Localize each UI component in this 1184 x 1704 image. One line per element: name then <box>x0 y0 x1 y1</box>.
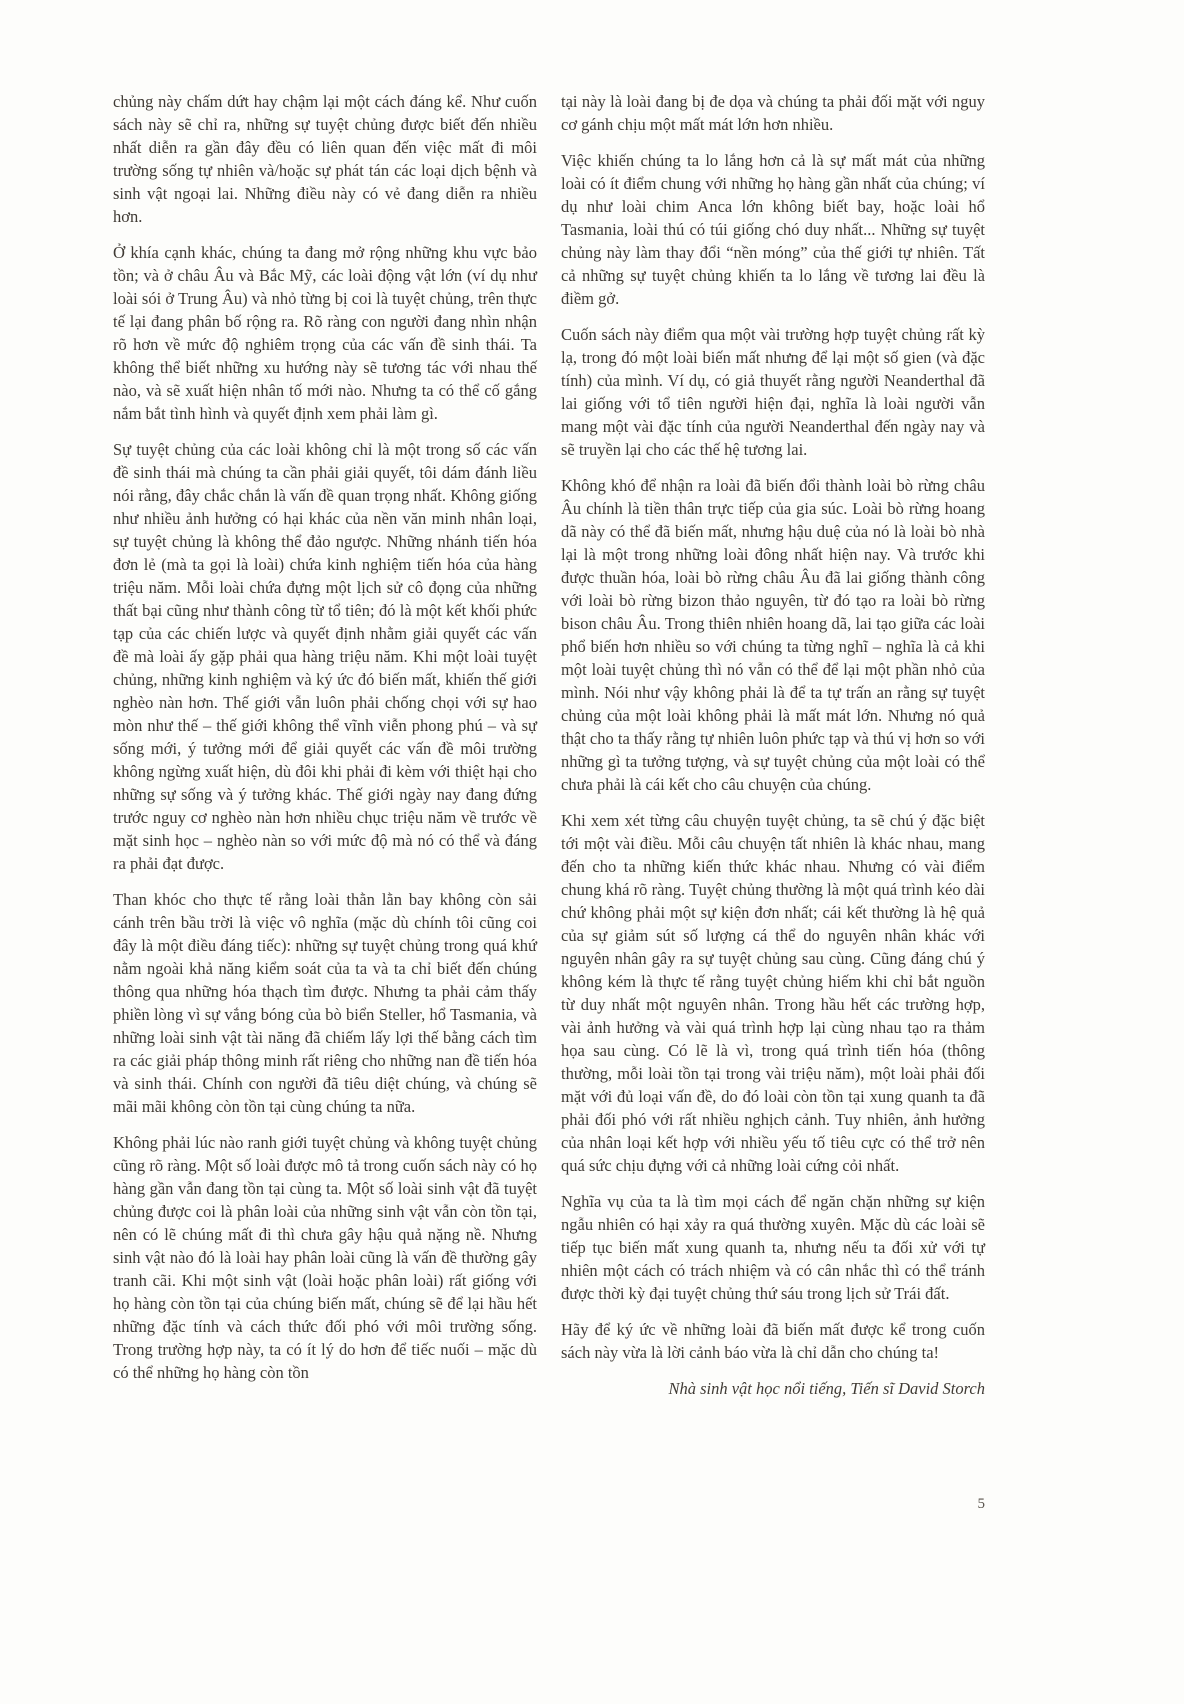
paragraph: Ở khía cạnh khác, chúng ta đang mở rộng những khu vực bảo tồn; và ở châu Âu và Bắc Mỹ, các loài động vật lớn (ví dụ như loài sói ở Trung Âu) và nhỏ từng bị coi là tuyệt chủng, trên thực tế lại đang phân bố rộng ra. Rõ ràng con người đang nhìn nhận rõ hơn về mức độ nghiêm trọng của các vấn đề sinh thái. Ta không thể biết những xu hướng này sẽ tương tác với nhau thế nào, và sẽ xuất hiện nhân tố mới nào. Nhưng ta có thể cố gắng nắm bắt tình hình và quyết định xem phải làm gì. <box>113 243 537 423</box>
paragraph: Khi xem xét từng câu chuyện tuyệt chủng, ta sẽ chú ý đặc biệt tới một vài điều. Mỗi câu chuyện tất nhiên là khác nhau, mang đến cho ta những kiến thức khác nhau. Nhưng có vài điểm chung khá rõ ràng. Tuyệt chủng thường là một quá trình kéo dài chứ không phải một sự kiện đơn nhất; cái kết thường là hệ quả của sự giảm sút số lượng cá thể do nguyên nhân khác với nguyên nhân gây ra sự tuyệt chủng sau cùng. Cũng đáng chú ý không kém là thực tế rằng tuyệt chủng hiếm khi chỉ bắt nguồn từ duy nhất một nguyên nhân. Trong hầu hết các trường hợp, vài ảnh hưởng và vài quá trình hợp lại cùng nhau tạo ra thảm họa sau cùng. Có lẽ là vì, trong quá trình tiến hóa (thông thường, mỗi loài tồn tại trong vài triệu năm), một loài phải đối mặt với đủ loại vấn đề, do đó loài còn tồn tại xung quanh ta đã phải đối phó với rất nhiều nghịch cảnh. Tuy nhiên, ảnh hưởng của nhân loại kết hợp với nhiều yếu tố tiêu cực có thể trở nên quá sức chịu đựng với cả những loài cứng cỏi nhất. <box>561 811 985 1175</box>
right-column <box>561 90 985 1413</box>
paragraph: tại này là loài đang bị đe dọa và chúng ta phải đối mặt với nguy cơ gánh chịu một mất mát lớn hơn nhiều. <box>561 92 985 134</box>
paragraph: Việc khiến chúng ta lo lắng hơn cả là sự mất mát của những loài có ít điểm chung với những họ hàng gần nhất của chúng; ví dụ như loài chim Anca lớn không biết bay, hoặc loài hổ Tasmania, loài thú có túi giống chó duy nhất... Những sự tuyệt chủng này làm thay đổi “nền móng” của thế giới tự nhiên. Tất cả những sự tuyệt chủng khiến ta lo lắng về tương lai đều là điềm gở. <box>561 151 985 308</box>
page-number: 5 <box>977 1496 985 1512</box>
paragraph: Than khóc cho thực tế rằng loài thằn lằn bay không còn sải cánh trên bầu trời là việc vô nghĩa (mặc dù chính tôi cũng coi đây là một điều đáng tiếc): những sự tuyệt chủng trong quá khứ nằm ngoài khả năng kiểm soát của ta và ta chỉ biết đến chúng thông qua những hóa thạch tìm được. Nhưng ta phải cảm thấy phiền lòng vì sự vắng bóng của bò biển Steller, hổ Tasmania, và những loài sinh vật tài năng đã chiếm lấy lợi thế bằng cách tìm ra các giải pháp thông minh rất riêng cho những nan đề tiến hóa và sinh thái. Chính con người đã tiêu diệt chúng, và chúng sẽ mãi mãi không còn tồn tại cùng chúng ta nữa. <box>113 890 537 1116</box>
paragraph: Nghĩa vụ của ta là tìm mọi cách để ngăn chặn những sự kiện ngẫu nhiên có hại xảy ra quá thường xuyên. Mặc dù các loài sẽ tiếp tục biến mất xung quanh ta, nhưng nếu ta đối xử với tự nhiên một cách có trách nhiệm và có cân nhắc thì có thể tránh được thời kỳ đại tuyệt chủng thứ sáu trong lịch sử Trái đất. <box>561 1192 985 1303</box>
paragraph: Sự tuyệt chủng của các loài không chỉ là một trong số các vấn đề sinh thái mà chúng ta cần phải giải quyết, tôi dám đánh liều nói rằng, đây chắc chắn là vấn đề quan trọng nhất. Không giống như nhiều ảnh hưởng có hại khác của nền văn minh nhân loại, sự tuyệt chủng là không thể đảo ngược. Những nhánh tiến hóa đơn lẻ (mà ta gọi là loài) chứa kinh nghiệm tiến hóa của hàng triệu năm. Mỗi loài chứa đựng một lịch sử cô đọng của những thất bại cũng như thành công từ tổ tiên; đó là một kết khối phức tạp của các chiến lược và quyết định nhằm giải quyết các vấn đề mà loài ấy gặp phải qua hàng triệu năm. Khi một loài tuyệt chủng, những kinh nghiệm và ký ức đó biến mất, khiến thế giới nghèo nàn hơn. Thế giới vẫn luôn phải chống chọi với sự hao mòn như thế – thế giới không thể vĩnh viễn phong phú – và sự sống mới, ý tưởng mới để giải quyết các vấn đề môi trường không ngừng xuất hiện, dù đôi khi phải đi kèm với thiệt hại cho những sự sống và ý tưởng khác. Thế giới ngày nay đang đứng trước nguy cơ nghèo nàn hơn nhiều chục triệu năm về trước về mặt sinh học – nghèo nàn so với mức độ mà nó có thể và đáng ra phải đạt được. <box>113 440 537 873</box>
paragraph: Hãy để ký ức về những loài đã biến mất được kể trong cuốn sách này vừa là lời cảnh báo vừa là chỉ dẫn cho chúng ta! <box>561 1320 985 1362</box>
paragraph: Cuốn sách này điểm qua một vài trường hợp tuyệt chủng rất kỳ lạ, trong đó một loài biến mất nhưng để lại một số gien (và đặc tính) của mình. Ví dụ, có giả thuyết rằng người Neanderthal đã lai giống với tổ tiên người hiện đại, nghĩa là loài người vẫn mang một vài đặc tính của người Neanderthal đến ngày nay và sẽ truyền lại cho các thế hệ tương lai. <box>561 325 985 459</box>
left-column <box>113 90 537 1413</box>
paragraph: Không khó để nhận ra loài đã biến đổi thành loài bò rừng châu Âu chính là tiền thân trực tiếp của gia súc. Loài bò rừng hoang dã này có thể đã biến mất, nhưng hậu duệ của nó là loài bò nhà lại là một trong những loài đông nhất hiện nay. Và trước khi được thuần hóa, loài bò rừng châu Âu đã lai giống thành công với loài bò rừng bizon thảo nguyên, từ đó tạo ra loài bò rừng bison châu Âu. Trong thiên nhiên hoang dã, lai tạo giữa các loài phổ biến hơn nhiều so với chúng ta từng nghĩ – nghĩa là cả khi một loài tuyệt chủng thì nó vẫn có thể để lại một phần nhỏ của mình. Nói như vậy không phải là để ta tự trấn an rằng sự tuyệt chủng của một loài không phải là mất mát lớn. Nhưng nó quả thật cho ta thấy rằng tự nhiên luôn phức tạp và thú vị hơn so với những gì ta tưởng tượng, và sự tuyệt chủng của một loài có thể chưa phải là cái kết cho câu chuyện của chúng. <box>561 476 985 794</box>
text-columns <box>113 90 985 1413</box>
author-signature: Nhà sinh vật học nổi tiếng, Tiến sĩ David Storch <box>668 1379 985 1398</box>
paragraph: chủng này chấm dứt hay chậm lại một cách đáng kể. Như cuốn sách này sẽ chỉ ra, những sự tuyệt chủng được biết đến nhiều nhất diễn ra gần đây đều có liên quan đến việc mất đi môi trường sống tự nhiên và/hoặc sự phát tán các loại dịch bệnh và sinh vật ngoại lai. Những điều này có vẻ đang diễn ra nhiều hơn. <box>113 92 537 226</box>
paragraph: Không phải lúc nào ranh giới tuyệt chủng và không tuyệt chủng cũng rõ ràng. Một số loài được mô tả trong cuốn sách này có họ hàng gần vẫn đang tồn tại cùng ta. Một số loài sinh vật đã tuyệt chủng được coi là phân loài của những sinh vật vẫn còn tồn tại, nên có lẽ chúng mất đi thì chưa gây hậu quả nặng nề. Nhưng sinh vật nào đó là loài hay phân loài cũng là vấn đề thường gây tranh cãi. Khi một sinh vật (loài hoặc phân loài) rất giống với họ hàng còn tồn tại của chúng biến mất, chúng sẽ để lại hầu hết những đặc tính và cách thức đối phó với môi trường sống. Trong trường hợp này, ta có ít lý do hơn để tiếc nuối – mặc dù có thể những họ hàng còn tồn <box>113 1133 537 1382</box>
